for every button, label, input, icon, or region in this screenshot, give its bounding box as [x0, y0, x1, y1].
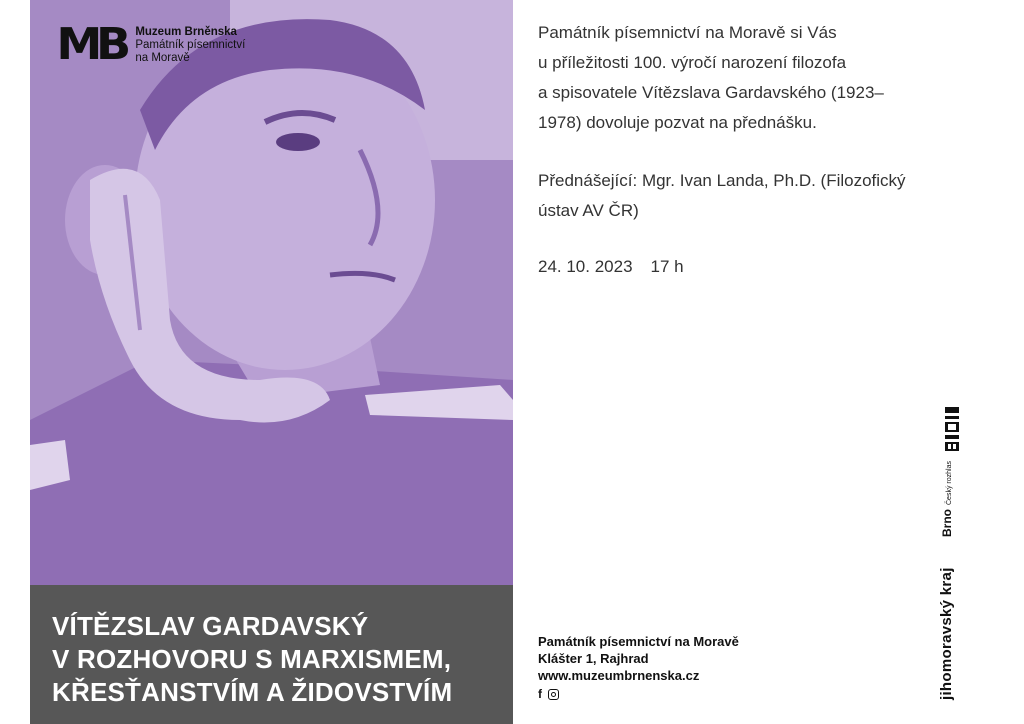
facebook-icon[interactable]: f	[538, 687, 542, 701]
museum-logo	[56, 19, 246, 70]
title-line-1: VÍTĚZSLAV GARDAVSKÝ	[52, 611, 369, 641]
instagram-icon[interactable]	[548, 689, 559, 700]
region-logo: jihomoravský kraj	[938, 567, 955, 700]
brno-logo-sub: Český rozhlas	[946, 461, 953, 505]
intro-line-3: a spisovatele Vítězslava Gardavského (1923–	[538, 83, 884, 102]
address-block	[538, 633, 739, 703]
address-name: Památník písemnictví na Moravě	[538, 634, 739, 649]
portrait-illustration	[30, 0, 513, 585]
event-date: 24. 10. 2023	[538, 257, 633, 276]
intro-line-2: u příležitosti 100. výročí narození filozofa	[538, 53, 847, 72]
title-line-3: KŘESŤANSTVÍM A ŽIDOVSTVÍM	[52, 677, 453, 707]
logo-mark: MB	[56, 19, 125, 70]
address-street: Klášter 1, Rajhrad	[538, 651, 649, 666]
brno-logo-text: Brno	[940, 509, 954, 537]
intro-line-1: Památník písemnictví na Moravě si Vás	[538, 23, 837, 42]
partner-logo-icon	[944, 405, 960, 455]
logo-line-2: Památník písemnictví	[135, 39, 246, 51]
event-time: 17 h	[650, 257, 684, 276]
lecturer-text	[538, 166, 978, 226]
logo-text	[135, 26, 245, 65]
intro-line-4: 1978) dovoluje pozvat na přednášku.	[538, 113, 817, 132]
logo-line-1: Muzeum Brněnska	[135, 26, 237, 38]
portrait-photo	[30, 0, 513, 585]
social-links	[538, 686, 739, 703]
event-datetime	[538, 252, 684, 282]
title-band	[30, 585, 513, 724]
title-line-2: V ROZHOVORU S MARXISMEM,	[52, 644, 452, 674]
brno-logo	[940, 461, 954, 537]
invitation-text	[538, 18, 958, 138]
logo-line-3: na Moravě	[135, 52, 190, 64]
lecturer-line-1: Přednášející: Mgr. Ivan Landa, Ph.D. (Filozofický	[538, 171, 906, 190]
lecturer-line-2: ústav AV ČR)	[538, 201, 639, 220]
address-web[interactable]: www.muzeumbrnenska.cz	[538, 668, 700, 683]
